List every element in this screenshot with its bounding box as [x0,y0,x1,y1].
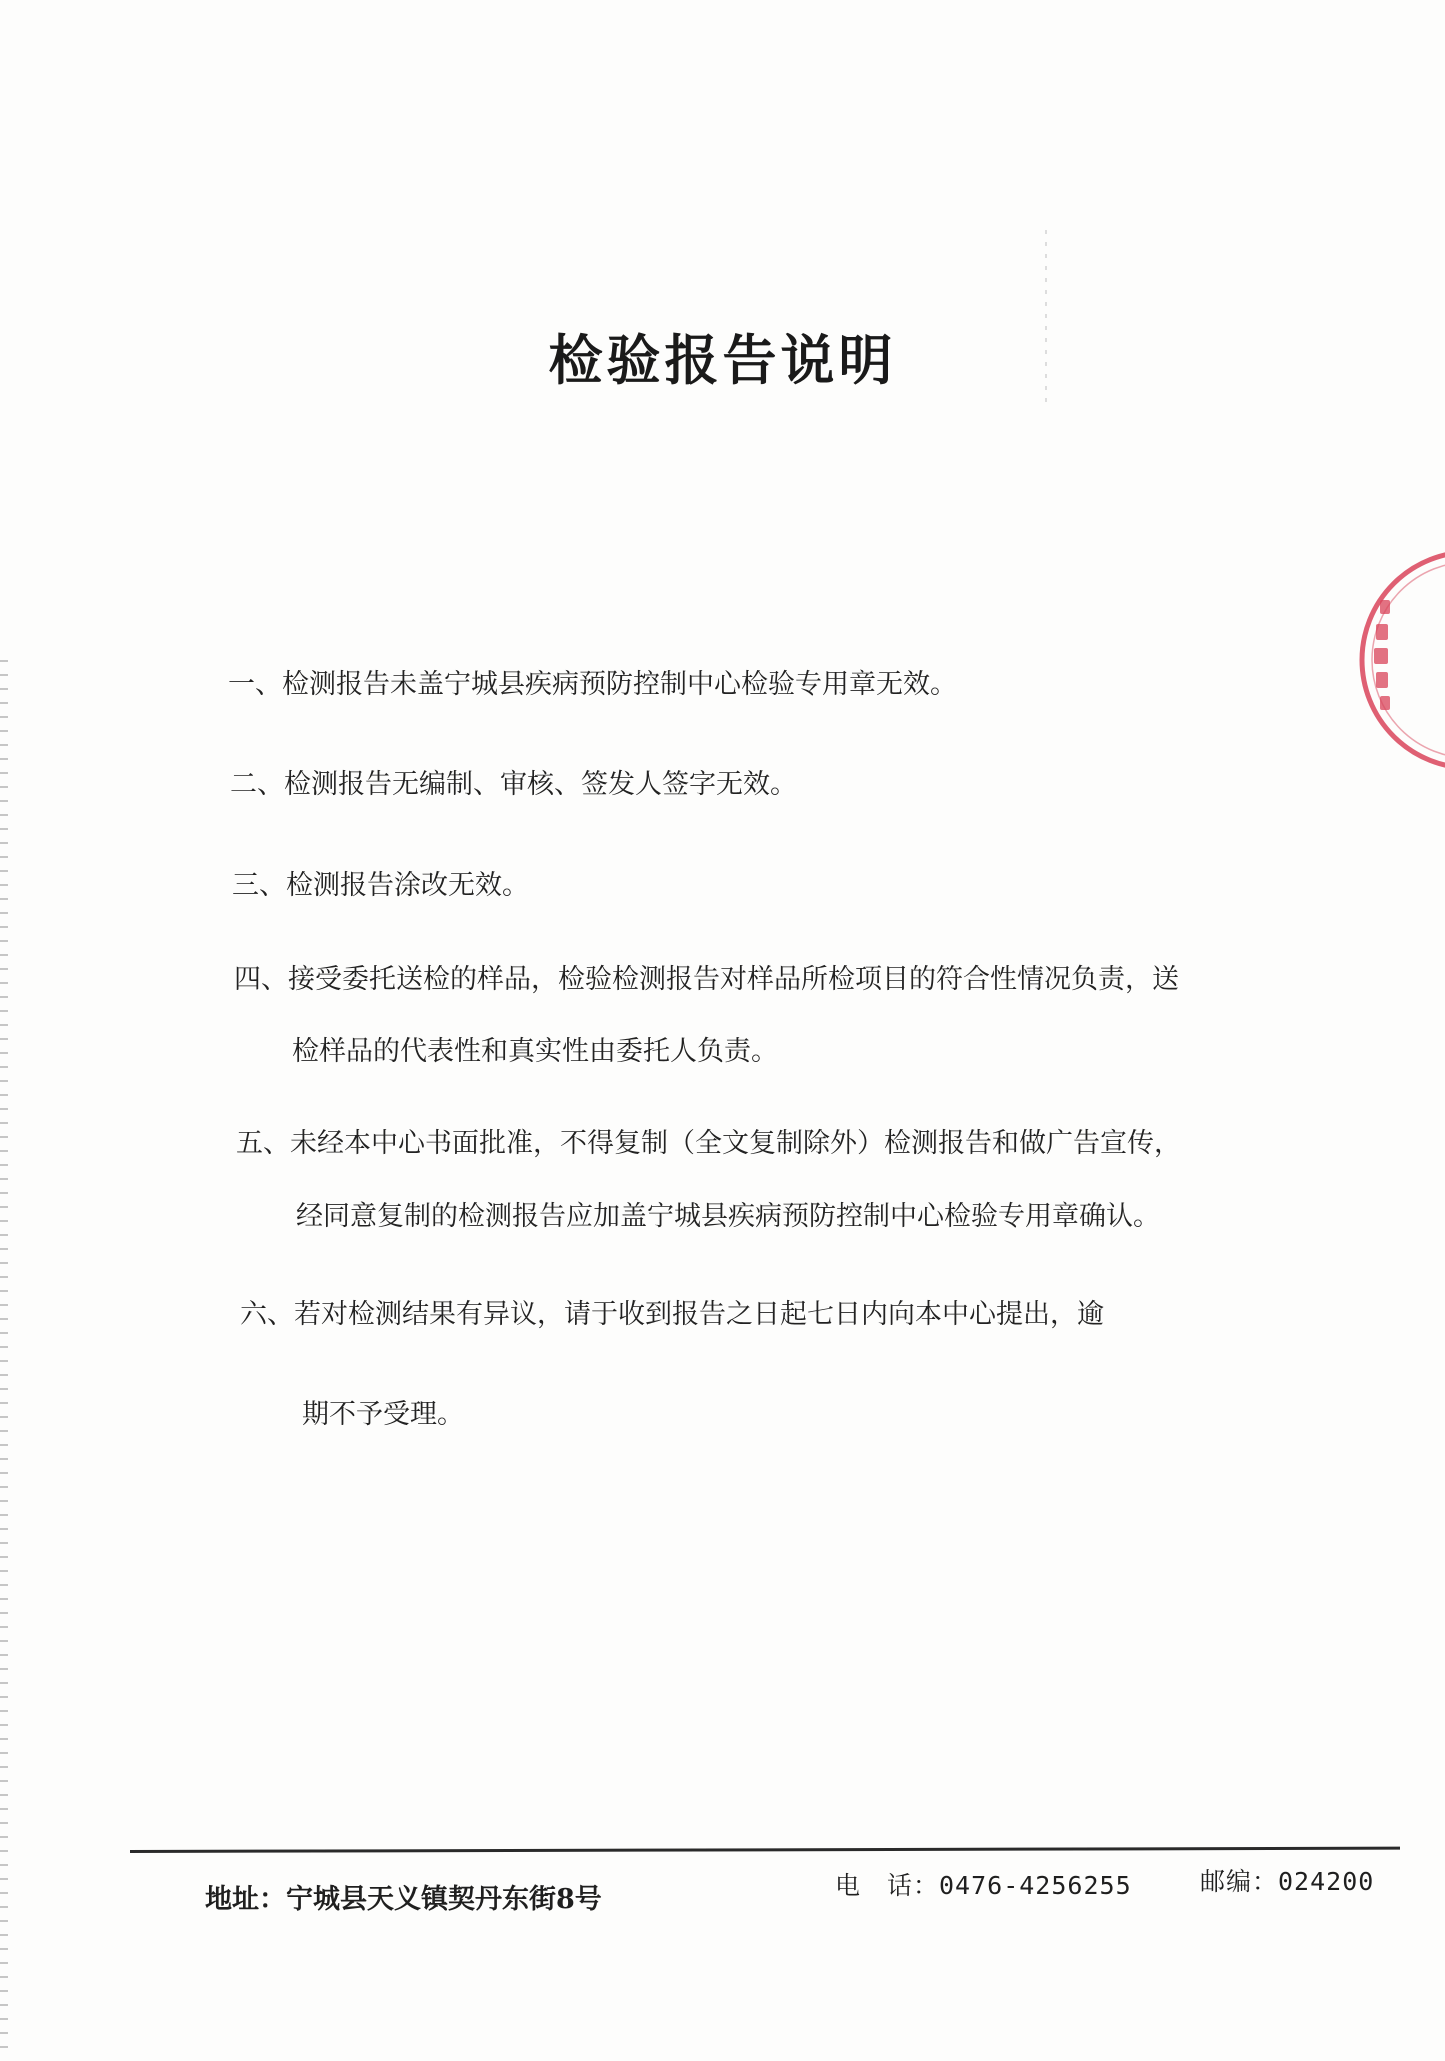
clause-number: 二、 [230,769,284,800]
clause-4-continuation: 检样品的代表性和真实性由委托人负责。 [292,1036,778,1067]
clause-5 [236,1124,1181,1164]
footer-postal-code: 邮编：024200 [1200,1867,1375,1896]
clause-6 [240,1295,1104,1335]
clause-5-continuation: 经同意复制的检测报告应加盖宁城县疾病预防控制中心检验专用章确认。 [296,1201,1160,1232]
clause-2 [230,765,797,805]
clause-number: 五、 [236,1128,290,1159]
clause-number: 三、 [232,870,286,901]
footer-address: 地址：宁城县天义镇契丹东街8号 [205,1884,602,1915]
clause-number: 六、 [240,1299,294,1330]
clause-number: 四、 [234,964,288,995]
clause-text: 接受委托送检的样品，检验检测报告对样品所检项目的符合性情况负责，送 [288,964,1179,995]
clause-text: 检测报告无编制、审核、签发人签字无效。 [284,769,797,800]
document-title: 检验报告说明 [548,328,897,392]
footer-phone: 电 话：0476-4256255 [835,1871,1132,1900]
clause-text: 未经本中心书面批准，不得复制（全文复制除外）检测报告和做广告宣传， [290,1128,1181,1159]
clause-1 [228,665,957,705]
clause-text: 若对检测结果有异议，请于收到报告之日起七日内向本中心提出，逾 [294,1299,1104,1330]
red-seal-stamp-icon [1350,540,1445,780]
scan-edge-artifact [0,660,8,2060]
footer-divider [130,1847,1400,1853]
clause-6-continuation: 期不予受理。 [302,1399,464,1430]
clause-4 [234,960,1179,1000]
clause-text: 检测报告未盖宁城县疾病预防控制中心检验专用章无效。 [282,669,957,700]
clause-text: 检测报告涂改无效。 [286,870,529,901]
clause-number: 一、 [228,669,282,700]
clause-3 [232,866,529,906]
